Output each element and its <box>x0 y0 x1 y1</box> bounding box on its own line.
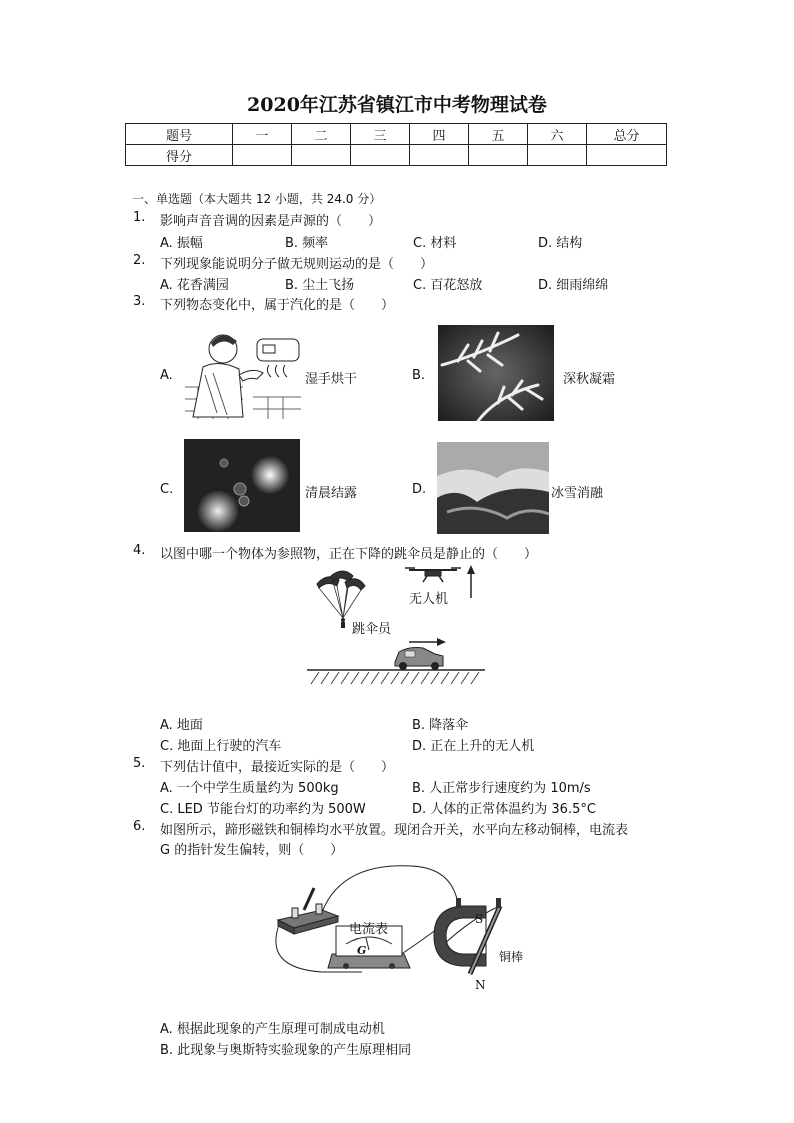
option-a: A. 一个中学生质量约为 500kg <box>160 781 339 796</box>
north-pole-label: N <box>475 978 486 992</box>
question-number: 5. <box>133 756 146 771</box>
question-number: 1. <box>133 210 146 225</box>
option-d: D. 正在上升的无人机 <box>412 739 535 754</box>
option-a: A. 根据此现象的产生原理可制成电动机 <box>160 1022 385 1037</box>
option-b-text: 深秋凝霜 <box>563 372 616 387</box>
copper-rod-label: 铜棒 <box>499 950 524 964</box>
option-b: B. 人正常步行速度约为 10m/s <box>412 781 591 796</box>
circuit-figure <box>262 858 532 988</box>
parachutist-label: 跳伞员 <box>352 622 392 637</box>
hand-dryer-image <box>183 327 301 419</box>
question-number: 3. <box>133 294 146 309</box>
option-a: A. 花香满园 <box>160 278 229 293</box>
table-cell: 一 <box>233 124 292 145</box>
question-stem-line1: 如图所示，蹄形磁铁和铜棒均水平放置。现闭合开关，水平向左移动铜棒，电流表 <box>160 823 629 838</box>
table-cell-empty <box>351 145 410 166</box>
question-stem: 下列估计值中，最接近实际的是（ ） <box>160 760 395 775</box>
south-pole-label: S <box>475 912 484 926</box>
table-cell: 总分 <box>587 124 667 145</box>
option-d: D. 人体的正常体温约为 36.5°C <box>412 802 596 817</box>
option-a: A. 地面 <box>160 718 203 733</box>
option-c: C. 地面上行驶的汽车 <box>160 739 282 754</box>
section-heading: 一、单选题（本大题共 12 小题，共 24.0 分） <box>132 192 382 206</box>
table-cell-empty <box>233 145 292 166</box>
option-b-letter: B. <box>412 368 426 383</box>
table-cell-empty <box>528 145 587 166</box>
option-c: C. LED 节能台灯的功率约为 500W <box>160 802 366 817</box>
option-c-letter: C. <box>160 482 174 497</box>
question-stem-line2: G 的指针发生偏转，则（ ） <box>160 843 344 858</box>
option-b: B. 频率 <box>285 236 329 251</box>
table-cell-empty <box>292 145 351 166</box>
drone-label: 无人机 <box>409 592 449 607</box>
table-cell-empty <box>469 145 528 166</box>
melting-snow-image <box>437 442 549 534</box>
table-cell: 得分 <box>126 145 233 166</box>
option-c: C. 材料 <box>413 236 457 251</box>
option-b: B. 尘土飞扬 <box>285 278 355 293</box>
parachute-figure <box>305 562 490 687</box>
option-a: A. 振幅 <box>160 236 203 251</box>
table-cell-empty <box>410 145 469 166</box>
question-number: 6. <box>133 819 146 834</box>
option-b: B. 降落伞 <box>412 718 469 733</box>
galvanometer-g-label: G <box>357 944 367 957</box>
table-cell: 题号 <box>126 124 233 145</box>
option-a-text: 湿手烘干 <box>305 372 358 387</box>
question-stem: 下列物态变化中，属于汽化的是（ ） <box>160 298 395 313</box>
option-b: B. 此现象与奥斯特实验现象的产生原理相同 <box>160 1043 412 1058</box>
question-stem: 下列现象能说明分子做无规则运动的是（ ） <box>160 257 434 272</box>
option-c-text: 清晨结露 <box>305 486 358 501</box>
score-table-score-row <box>126 145 667 166</box>
option-d: D. 细雨绵绵 <box>538 278 609 293</box>
option-a-letter: A. <box>160 368 173 383</box>
page-title: 2020年江苏省镇江市中考物理试卷 <box>247 94 547 116</box>
question-stem: 影响声音音调的因素是声源的（ ） <box>160 214 382 229</box>
option-d: D. 结构 <box>538 236 583 251</box>
option-d-text: 冰雪消融 <box>551 486 604 501</box>
table-cell: 三 <box>351 124 410 145</box>
galvanometer-label: 电流表 <box>349 922 389 937</box>
question-number: 4. <box>133 543 146 558</box>
table-cell: 四 <box>410 124 469 145</box>
table-cell: 二 <box>292 124 351 145</box>
score-table-header-row <box>126 124 667 145</box>
question-number: 2. <box>133 253 146 268</box>
question-stem: 以图中哪一个物体为参照物，正在下降的跳伞员是静止的（ ） <box>160 547 538 562</box>
frost-image <box>438 325 554 421</box>
option-c: C. 百花怒放 <box>413 278 483 293</box>
score-table <box>125 123 667 166</box>
table-cell-empty <box>587 145 667 166</box>
option-d-letter: D. <box>412 482 427 497</box>
table-cell: 六 <box>528 124 587 145</box>
dew-image <box>184 439 300 532</box>
table-cell: 五 <box>469 124 528 145</box>
